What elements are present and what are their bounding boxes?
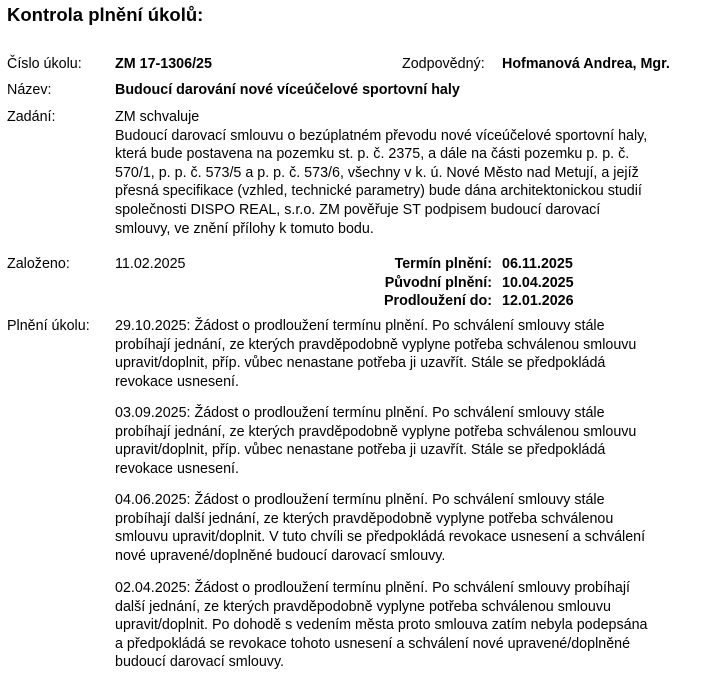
responsible-label: Zodpovědný: (402, 56, 485, 72)
original-deadline-label: Původní plnění: (384, 274, 492, 291)
assignment-line: ZM schvaluje (115, 109, 200, 125)
progress-entry (115, 491, 645, 565)
entry-line: upravit/doplnit, příp. vůbec nenastane potřeba ji uzavřít. Stále se předpokládá (115, 355, 606, 372)
entry-line: 03.09.2025: Žádost o prodloužení termínu plnění. Po schválení smlouvy stále (115, 405, 605, 421)
entry-line: a předpokládá se revokace tohoto usnesení a schválení nové upravené/doplněné (115, 635, 631, 652)
deadline-labels (384, 255, 492, 311)
entry-line: smlouvu upravit/doplnit. V tuto chvíli se předpokládá revokace usnesení a schválení (115, 529, 646, 546)
assignment-line: Budoucí darovací smlouvu o bezúplatném převodu nové víceúčelové sportovní haly, (115, 127, 648, 144)
entry-line: budoucí darovací smlouvy. (115, 654, 285, 671)
progress-entry (115, 317, 636, 391)
entry-line: upravit/doplnit, příp. vůbec nenastane potřeba ji uzavřít. Stále se předpokládá (115, 442, 606, 459)
entry-line: nové upravené/doplněné budoucí darovací smlouvy. (115, 547, 446, 564)
deadline-values (502, 255, 574, 311)
extension-value: 12.01.2026 (502, 293, 574, 310)
deadline-value: 06.11.2025 (502, 256, 573, 272)
deadline-label: Termín plnění: (394, 256, 492, 272)
entry-line: probíhají další jednání, ze kterých pravděpodobně vyplyne potřeba schválenou (115, 510, 614, 527)
assignment-label: Zadání: (7, 109, 56, 125)
entry-line: 02.04.2025: Žádost o prodloužení termínu plnění. Po schválení smlouvy probíhají (115, 580, 631, 596)
assignment-line: 570/1, p. p. č. 573/5 a p. p. č. 573/6, všechny v k. ú. Nové Město nad Metují, a jejíž (115, 164, 639, 181)
extension-label: Prodloužení do: (383, 293, 492, 310)
created-value: 11.02.2025 (115, 256, 186, 272)
entry-line: upravit/doplnit. Po dohodě s vedením města proto smlouva zatím nebyla podepsána (115, 617, 648, 634)
entry-line: další jednání, ze kterých pravděpodobně vyplyne potřeba schválenou smlouvu (115, 598, 611, 615)
assignment-line: která bude postavena na pozemku st. p. č. 2375, a dále na části pozemku p. p. č. (115, 146, 630, 163)
task-number-value: ZM 17-1306/25 (115, 56, 212, 72)
created-label: Založeno: (7, 256, 70, 272)
entry-line: probíhají jednání, ze kterých pravděpodobně vyplyne potřeba schválenou smlouvu (115, 336, 637, 353)
page-title: Kontrola plnění úkolů: (7, 4, 204, 25)
progress-entry (115, 579, 647, 672)
task-number-label: Číslo úkolu: (7, 56, 82, 72)
entry-line: 04.06.2025: Žádost o prodloužení termínu plnění. Po schválení smlouvy stále (115, 492, 605, 508)
assignment-line: smlouvy, ve znění přílohy k tomuto bodu. (115, 220, 374, 237)
assignment-text (115, 108, 647, 238)
progress-entry (115, 404, 636, 478)
original-deadline-value: 10.04.2025 (502, 274, 574, 291)
assignment-line: přesná specifikace (vzhled, technické parametry) bude dána architektonickou studií (115, 183, 642, 200)
responsible-value: Hofmanová Andrea, Mgr. (502, 56, 670, 72)
name-label: Název: (7, 82, 52, 98)
progress-label: Plnění úkolu: (7, 318, 90, 334)
entry-line: revokace usnesení. (115, 373, 239, 390)
assignment-line: společnosti DISPO REAL, s.r.o. ZM pověřuje ST podpisem budoucí darovací (115, 201, 601, 218)
entry-line: revokace usnesení. (115, 460, 239, 477)
name-value: Budoucí darování nové víceúčelové sportovní haly (115, 82, 460, 98)
entry-line: 29.10.2025: Žádost o prodloužení termínu plnění. Po schválení smlouvy stále (115, 318, 605, 334)
entry-line: probíhají jednání, ze kterých pravděpodobně vyplyne potřeba schválenou smlouvu (115, 423, 637, 440)
